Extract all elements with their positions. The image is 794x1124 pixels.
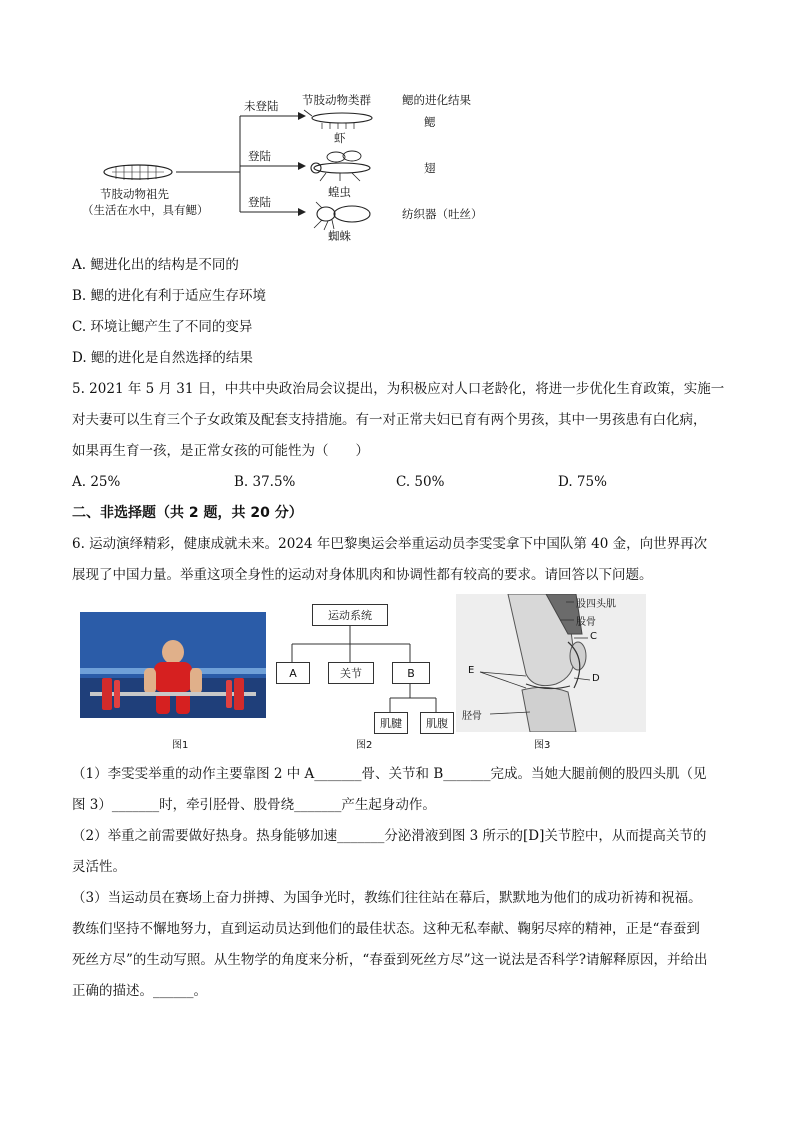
q6-sub3-line-1: （3）当运动员在赛场上奋力拼搏、为国争光时，教练们往往站在幕后，默默地为他们的成功祈祷和祝福。 [72, 890, 702, 906]
group-header: 节肢动物类群 [302, 93, 371, 107]
figure-2-caption: 图2 [356, 740, 373, 751]
label-quadriceps: 股四头肌 [576, 599, 616, 610]
q6-sub2-line-2: 灵活性。 [72, 859, 126, 875]
label-tibia: 胫骨 [462, 711, 482, 722]
weightlifter-illustration [80, 612, 266, 718]
branch-condition-2: 登陆 [248, 149, 271, 163]
q5-option-d: D. 75% [558, 474, 607, 490]
figure-2-diagram [272, 598, 456, 734]
ancestor-note: （生活在水中，具有鳃） [82, 203, 209, 217]
section-2-heading: 二、非选择题（共 2 题，共 20 分） [72, 505, 303, 521]
q6-intro-line-1: 6. 运动演绎精彩，健康成就未来。2024 年巴黎奥运会举重运动员李雯雯拿下中国队第 40 金，向世界再次 [72, 536, 708, 552]
animal-spider: 蜘蛛 [328, 229, 351, 243]
result-header: 鳃的进化结果 [402, 93, 471, 107]
q5-line-2: 对夫妻可以生育三个子女政策及配套支持措施。有一对正常夫妇已育有两个男孩，其中一男孩患有白化病， [72, 412, 707, 428]
animal-shrimp: 虾 [334, 131, 346, 145]
label-e: E [468, 665, 475, 676]
q6-sub3-line-2: 教练们坚持不懈地努力，直到运动员达到他们的最佳状态。这种无私奉献、鞠躬尽瘁的精神，正是“春蚕到 [72, 921, 700, 937]
node-tendon: 肌腱 [374, 712, 408, 734]
q6-sub2-line-1: （2）举重之前需要做好热身。热身能够加速_______分泌滑液到图 3 所示的[D]关节腔中，从而提高关节的 [72, 828, 707, 844]
q6-sub1-line-1: （1）李雯雯举重的动作主要靠图 2 中 A_______骨、关节和 B_______完成。当她大腿前侧的股四头肌（见 [72, 766, 707, 782]
result-spinneret: 纺织器（吐丝） [402, 207, 483, 221]
label-femur: 股骨 [576, 617, 596, 628]
evolution-diagram [82, 88, 510, 248]
q5-option-c: C. 50% [396, 474, 445, 490]
q4-option-b: B. 鳃的进化有利于适应生存环境 [72, 288, 267, 304]
figure-1-caption: 图1 [172, 740, 189, 751]
branch-condition-3: 登陆 [248, 195, 271, 209]
result-wing: 翅 [424, 161, 436, 175]
node-joint: 关节 [328, 662, 374, 684]
label-d: D [592, 673, 600, 684]
q5-option-b: B. 37.5% [234, 474, 296, 490]
q6-sub3-line-4: 正确的描述。______。 [72, 983, 207, 999]
q5-line-1: 5. 2021 年 5 月 31 日，中共中央政治局会议提出，为积极应对人口老龄化，将进一步优化生育政策，实施一 [72, 381, 725, 397]
q4-option-d: D. 鳃的进化是自然选择的结果 [72, 350, 253, 366]
q5-option-a: A. 25% [72, 474, 121, 490]
animal-locust: 蝗虫 [328, 185, 351, 199]
locust-illustration [311, 151, 370, 181]
ancestor-name: 节肢动物祖先 [100, 187, 169, 201]
q6-sub1-line-2: 图 3）_______时，牵引胫骨、股骨绕_______产生起身动作。 [72, 797, 436, 813]
q4-option-c: C. 环境让鳃产生了不同的变异 [72, 319, 253, 335]
knee-joint-illustration [456, 594, 646, 732]
label-c: C [590, 631, 597, 642]
evolution-diagram-lines [90, 88, 510, 248]
node-muscle-belly: 肌腹 [420, 712, 454, 734]
spider-illustration [314, 202, 370, 230]
q5-line-3: 如果再生育一孩，是正常女孩的可能性为（ ） [72, 443, 369, 459]
shrimp-illustration [304, 110, 372, 129]
figure-1-weightlifter-photo [80, 612, 266, 718]
figure-3-caption: 图3 [534, 740, 551, 751]
q4-option-a: A. 鳃进化出的结构是不同的 [72, 257, 239, 273]
branch-condition-1: 未登陆 [244, 99, 279, 113]
figure-3-knee-diagram [456, 594, 646, 732]
q6-intro-line-2: 展现了中国力量。举重这项全身性的运动对身体肌肉和协调性都有较高的要求。请回答以下问题。 [72, 567, 653, 583]
result-gill: 鳃 [424, 115, 436, 129]
node-a: A [276, 662, 310, 684]
q6-sub3-line-3: 死丝方尽”的生动写照。从生物学的角度来分析，“春蚕到死丝方尽”这一说法是否科学?请解释原因，并给出 [72, 952, 708, 968]
ancestor-illustration [104, 165, 172, 180]
node-b: B [392, 662, 430, 684]
node-movement-system: 运动系统 [312, 604, 388, 626]
